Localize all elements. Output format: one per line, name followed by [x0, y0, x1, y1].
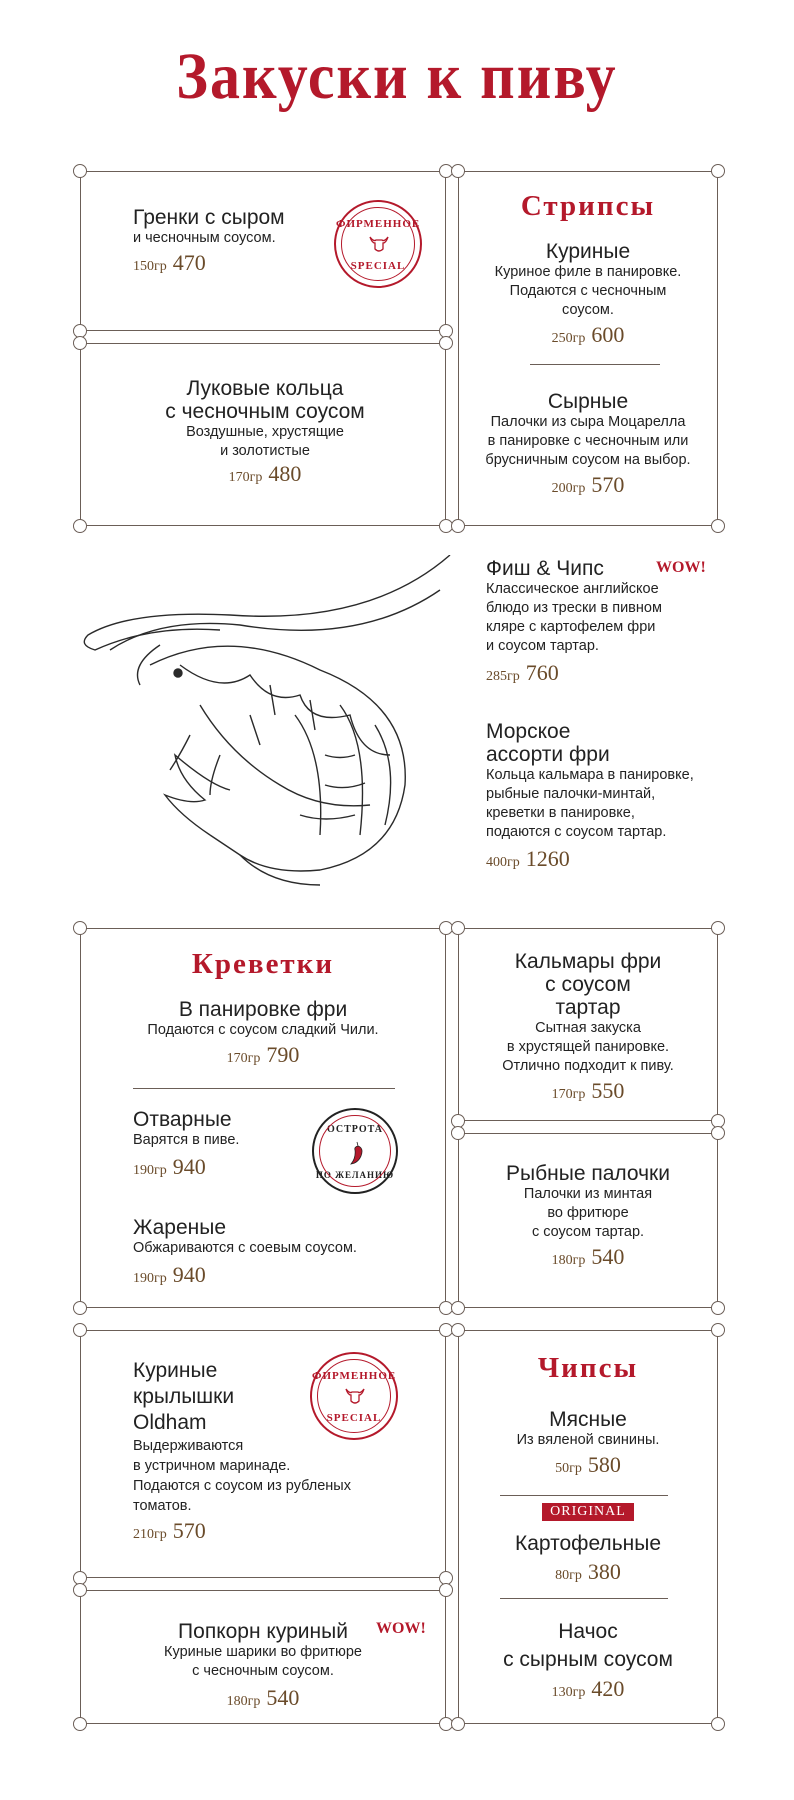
badge-bottom-text: SPECIAL [350, 260, 406, 272]
card-corner-notch [711, 1126, 725, 1140]
item-desc: с чесночным соусом. [192, 1663, 334, 1679]
item-price: 50гр 580 [555, 1452, 621, 1477]
item-name: крылышки [133, 1385, 235, 1408]
item-desc: рыбные палочки-минтай, [486, 786, 656, 802]
item-desc: Подаются с соусом из рубленых [133, 1478, 351, 1494]
item-desc: Кольца кальмара в панировке, [486, 767, 694, 783]
item-desc: и золотистые [220, 443, 310, 459]
original-badge: ORIGINAL [542, 1503, 634, 1521]
signature-badge [310, 1352, 398, 1440]
item-name: Луковые кольца [186, 377, 344, 400]
menu-item-seafood[interactable] [486, 720, 726, 872]
card-corner-notch [73, 164, 87, 178]
card-corner-notch [711, 164, 725, 178]
card-corner-notch [711, 519, 725, 533]
item-name: Мясные [549, 1408, 627, 1431]
item-desc: в устричном маринаде. [133, 1458, 291, 1474]
item-desc: кляре с картофелем фри [486, 619, 656, 635]
card-corner-notch [451, 1301, 465, 1315]
item-name: Попкорн куриный [178, 1620, 348, 1643]
item-desc: в панировке с чесночным или [487, 433, 689, 449]
item-price: 80гр 380 [555, 1559, 621, 1584]
item-desc: томатов. [133, 1498, 192, 1514]
item-price: 285гр 760 [486, 660, 559, 685]
item-name: Oldham [133, 1411, 207, 1434]
item-desc: подаются с соусом тартар. [486, 824, 667, 840]
item-name: Морское [486, 720, 571, 743]
item-name: Рыбные палочки [506, 1162, 670, 1185]
badge-top-text: ФИРМЕННОЕ [336, 218, 421, 230]
item-desc: блюдо из трески в пивном [486, 600, 662, 616]
item-name: Картофельные [514, 1532, 661, 1555]
item-desc: Подаются с соусом сладкий Чили. [147, 1022, 379, 1038]
menu-item-strips-cheese[interactable] [458, 390, 718, 498]
item-desc: Куриные шарики во фритюре [164, 1644, 362, 1660]
card-corner-notch [451, 519, 465, 533]
item-name: Куриные [133, 1359, 218, 1382]
menu-item-shrimp-breaded[interactable] [80, 998, 446, 1068]
item-name-row [486, 557, 716, 580]
item-price: 150гр 470 [133, 250, 206, 275]
spicy-badge [312, 1108, 398, 1194]
menu-item-chips-potato[interactable] [458, 1532, 718, 1585]
signature-badge [334, 200, 422, 288]
item-desc: Обжариваются с соевым соусом. [133, 1240, 357, 1256]
card-corner-notch [73, 1583, 87, 1597]
item-desc: Палочки из минтая [523, 1186, 653, 1202]
wow-badge: WOW! [376, 1620, 426, 1637]
badge-top-text: ФИРМЕННОЕ [312, 1370, 397, 1382]
badge-bottom-text: SPECIAL [326, 1412, 382, 1424]
item-name: Кальмары фри [514, 950, 662, 973]
divider [530, 364, 660, 365]
section-heading-shrimp: Креветки [191, 948, 335, 980]
item-desc: Выдерживаются [133, 1438, 244, 1454]
item-price: 190гр 940 [133, 1154, 206, 1179]
bull-icon [368, 234, 390, 254]
chili-pepper-icon [347, 1140, 367, 1166]
item-desc: Куриное филе в панировке. [494, 264, 682, 280]
item-desc: Палочки из сыра Моцарелла [490, 414, 686, 430]
item-price: 180гр 540 [551, 1244, 625, 1269]
item-desc: соусом. [562, 302, 614, 318]
item-desc: Отлично подходит к пиву. [502, 1058, 674, 1074]
item-price: 210гр 570 [133, 1518, 206, 1543]
card-corner-notch [73, 921, 87, 935]
menu-item-popcorn[interactable] [80, 1620, 446, 1711]
badge-bottom-text: ПО ЖЕЛАНИЮ [315, 1170, 395, 1180]
item-name: Фиш & Чипс [486, 557, 604, 580]
item-price: 130гр 420 [551, 1676, 625, 1701]
item-desc: брусничным соусом на выбор. [485, 452, 691, 468]
divider [500, 1598, 668, 1599]
bull-icon [344, 1386, 366, 1406]
item-price: 200гр 570 [551, 472, 625, 497]
section-heading-chips: Чипсы [537, 1352, 639, 1384]
item-price: 170гр 550 [551, 1078, 625, 1103]
menu-item-chips-nachos[interactable] [458, 1618, 718, 1702]
card-corner-notch [451, 1126, 465, 1140]
menu-item-chips-meat[interactable] [458, 1408, 718, 1478]
card-corner-notch [451, 1717, 465, 1731]
item-name: Жареные [133, 1216, 227, 1239]
wow-badge: WOW! [656, 559, 706, 576]
item-price: 170гр 790 [226, 1042, 300, 1067]
page-title: Закуски к пиву [176, 39, 618, 113]
item-desc: Подаются с чесночным [509, 283, 667, 299]
card-corner-notch [73, 1323, 87, 1337]
card-corner-notch [73, 1717, 87, 1731]
shrimp-illustration [70, 555, 470, 900]
item-desc: Из вяленой свинины. [516, 1432, 660, 1448]
item-name: В панировке фри [178, 998, 348, 1021]
item-desc: Сытная закуска [535, 1020, 641, 1036]
badge-top-text: ОСТРОТА [326, 1124, 383, 1135]
item-desc: креветки в панировке, [486, 805, 635, 821]
card-corner-notch [451, 1323, 465, 1337]
card-corner-notch [439, 336, 453, 350]
menu-item-grenki[interactable] [133, 206, 313, 276]
card-corner-notch [73, 336, 87, 350]
item-name: тартар [555, 996, 621, 1019]
item-name: с чесночным соусом [165, 400, 365, 423]
item-name: ассорти фри [486, 743, 610, 766]
item-desc: Классическое английское [486, 581, 659, 597]
card-corner-notch [451, 164, 465, 178]
item-name: Сырные [547, 390, 629, 413]
card-corner-notch [73, 519, 87, 533]
item-name-row [80, 1620, 446, 1643]
item-name: с сырным соусом [503, 1648, 673, 1671]
card-corner-notch [711, 1717, 725, 1731]
item-name: Гренки с сыром [133, 206, 285, 229]
original-badge-wrap [458, 1502, 718, 1521]
item-price: 180гр 540 [226, 1685, 300, 1710]
menu-item-fish-sticks[interactable] [458, 1162, 718, 1270]
item-name: с соусом [545, 973, 631, 996]
section-heading-strips: Стрипсы [520, 190, 656, 222]
item-desc: Воздушные, хрустящие [186, 424, 344, 440]
item-price: 190гр 940 [133, 1262, 206, 1287]
card-corner-notch [451, 921, 465, 935]
menu-item-shrimp-boiled[interactable] [133, 1108, 333, 1180]
card-corner-notch [711, 921, 725, 935]
item-desc: и чесночным соусом. [133, 230, 276, 246]
item-price: 400гр 1260 [486, 846, 570, 871]
divider [500, 1495, 668, 1496]
item-desc: во фритюре [547, 1205, 629, 1221]
item-desc: с соусом тартар. [531, 1224, 645, 1240]
item-name: Отварные [133, 1108, 232, 1131]
menu-item-onion[interactable] [120, 377, 410, 487]
item-name: Начос [558, 1620, 618, 1643]
card-corner-notch [711, 1301, 725, 1315]
item-desc: и соусом тартар. [486, 638, 599, 654]
item-desc: в хрустящей панировке. [506, 1039, 670, 1055]
item-name: Куриные [545, 240, 631, 263]
card-corner-notch [439, 1583, 453, 1597]
item-price: 170гр 480 [228, 461, 302, 486]
menu-item-strips-chicken[interactable] [458, 240, 718, 348]
card-corner-notch [73, 1301, 87, 1315]
divider [133, 1088, 395, 1089]
card-corner-notch [711, 1323, 725, 1337]
menu-item-fish-chips[interactable] [486, 557, 716, 686]
menu-item-shrimp-fried[interactable] [133, 1216, 433, 1288]
item-desc: Варятся в пиве. [133, 1132, 240, 1148]
item-price: 250гр 600 [551, 322, 625, 347]
menu-item-squid[interactable] [458, 950, 718, 1104]
